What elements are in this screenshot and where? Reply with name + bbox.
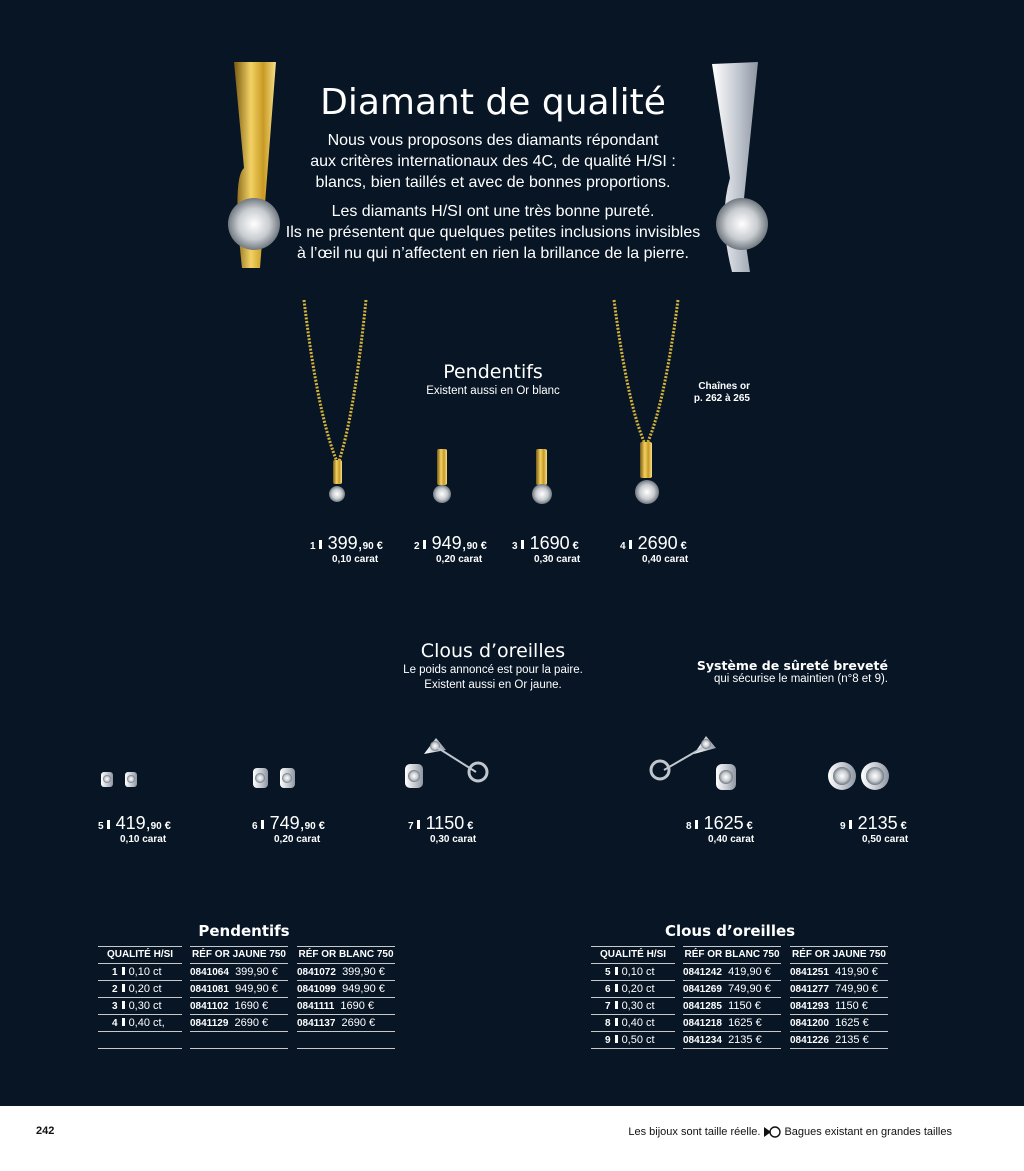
item-number: 3 (512, 541, 518, 552)
clous-subtitle-line: Existent aussi en Or jaune. (424, 679, 562, 691)
table-row: 0841102 1690 € (190, 998, 288, 1015)
price-value: 419, (115, 813, 151, 833)
price-value: 749, (269, 813, 305, 833)
pendentifs-title: Pendentifs (443, 361, 543, 383)
item-number: 2 (414, 541, 420, 552)
table-row: 0841137 2690 € (297, 1015, 395, 1032)
table-clous-title: Clous d’oreilles (664, 922, 796, 940)
hero-line: Ils ne présentent que quelques petites inclusions invisibles (285, 224, 701, 241)
hero-line: Nous vous proposons des diamants répondant (327, 132, 659, 149)
carat-weight: 0,10 carat (120, 834, 167, 845)
table-row: 0841226 2135 € (790, 1032, 888, 1049)
hero-title: Diamant de qualité (320, 82, 666, 123)
price-value: 2135 (857, 813, 898, 833)
chains-note-line: p. 262 à 265 (693, 393, 750, 404)
table-pendentifs-title: Pendentifs (198, 922, 290, 940)
table-row: 0841251 419,90 € (790, 964, 888, 981)
table-row: 0841111 1690 € (297, 998, 395, 1015)
table-row: 4 0,40 ct, (98, 1015, 182, 1032)
safety-title: Système de sûreté breveté (696, 658, 888, 673)
earrings-8-image (646, 732, 746, 794)
price-value: 399, (327, 533, 363, 553)
safety-system-note (660, 658, 888, 685)
item-number: 5 (98, 821, 104, 832)
table-row: 5 0,10 ct (591, 964, 675, 981)
earrings-7-image (402, 732, 494, 794)
price-cents: 90 (362, 541, 374, 552)
footer-note (628, 1125, 952, 1139)
table-clous-quality-column (591, 946, 675, 1049)
table-row: 0841064 399,90 € (190, 964, 288, 981)
price-value: 1150 (425, 813, 465, 833)
chains-note-line: Chaînes or (698, 381, 750, 392)
carat-weight: 0,10 carat (332, 554, 379, 565)
item-number: 7 (408, 821, 414, 832)
price-value: 949, (431, 533, 467, 553)
table-header: QUALITÉ H/SI (98, 946, 182, 964)
item-number: 6 (252, 821, 258, 832)
table-row: 0841081 949,90 € (190, 981, 288, 998)
currency: € (480, 540, 487, 552)
hero-line: aux critères internationaux des 4C, de qualité H/SI : (310, 153, 676, 170)
table-row: 0841277 749,90 € (790, 981, 888, 998)
carat-weight: 0,30 carat (534, 554, 581, 565)
item-number: 1 (310, 541, 316, 552)
footer-note-large-sizes: Bagues existant en grandes tailles (784, 1126, 952, 1138)
table-row: 1 0,10 ct (98, 964, 182, 981)
pendant-2-image (428, 446, 458, 510)
pendant-price-4 (620, 533, 688, 565)
table-row: 6 0,20 ct (591, 981, 675, 998)
earrings-9-image (826, 758, 892, 794)
table-pendentifs-jaune-column (190, 946, 288, 1049)
table-row-empty (297, 1032, 395, 1049)
table-row: 0841242 419,90 € (683, 964, 781, 981)
table-row: 2 0,20 ct (98, 981, 182, 998)
clous-subtitle (363, 663, 623, 693)
item-number: 8 (686, 821, 692, 832)
carat-weight: 0,30 carat (430, 834, 477, 845)
earring-price-8 (686, 813, 754, 845)
table-row: 0841129 2690 € (190, 1015, 288, 1032)
table-header: RÉF OR BLANC 750 (297, 946, 395, 964)
price-value: 1625 (703, 813, 744, 833)
price-value: 1690 (529, 533, 570, 553)
table-row: 0841200 1625 € (790, 1015, 888, 1032)
table-row: 7 0,30 ct (591, 998, 675, 1015)
pendant-3-image (526, 446, 558, 510)
table-row: 0841218 1625 € (683, 1015, 781, 1032)
clous-subtitle-line: Le poids annoncé est pour la paire. (403, 664, 583, 676)
safety-subtitle: qui sécurise le maintien (n°8 et 9). (714, 673, 888, 685)
pendentifs-subtitle: Existent aussi en Or blanc (426, 385, 560, 397)
table-row: 0841285 1150 € (683, 998, 781, 1015)
pendant-4-necklace-image (606, 298, 690, 514)
earring-price-5 (98, 813, 171, 845)
table-header: RÉF OR BLANC 750 (683, 946, 781, 964)
table-row: 8 0,40 ct (591, 1015, 675, 1032)
item-number: 4 (620, 541, 626, 552)
hero-line: Les diamants H/SI ont une très bonne pureté. (331, 203, 655, 220)
currency: € (572, 540, 579, 552)
table-clous-jaune-column (790, 946, 888, 1049)
pendant-1-necklace-image (296, 298, 376, 508)
price-cents: 90 (466, 541, 478, 552)
hero-line: à l’œil nu qui n’affectent en rien la brillance de la pierre. (297, 245, 689, 262)
pendant-price-1 (310, 533, 383, 565)
currency: € (900, 820, 907, 832)
table-row-empty (98, 1032, 182, 1049)
earrings-5-image (98, 768, 142, 792)
price-value: 2690 (637, 533, 678, 553)
ring-size-icon (762, 1125, 782, 1139)
table-row: 0841072 399,90 € (297, 964, 395, 981)
item-number: 9 (840, 821, 846, 832)
currency: € (164, 820, 171, 832)
currency: € (376, 540, 383, 552)
pendant-price-3 (512, 533, 580, 565)
pendant-price-2 (414, 533, 487, 565)
table-row: 9 0,50 ct (591, 1032, 675, 1049)
carat-weight: 0,40 carat (708, 834, 755, 845)
table-pendentifs-quality-column (98, 946, 182, 1049)
carat-weight: 0,50 carat (862, 834, 909, 845)
hero-line: blancs, bien taillés et avec de bonnes proportions. (315, 174, 671, 191)
price-cents: 90 (150, 821, 162, 832)
currency: € (467, 820, 474, 832)
table-clous-blanc-column (683, 946, 781, 1049)
table-row: 3 0,30 ct (98, 998, 182, 1015)
table-row: 0841269 749,90 € (683, 981, 781, 998)
table-row: 0841293 1150 € (790, 998, 888, 1015)
table-row: 0841234 2135 € (683, 1032, 781, 1049)
carat-weight: 0,20 carat (436, 554, 483, 565)
currency: € (318, 820, 325, 832)
currency: € (680, 540, 687, 552)
table-row: 0841099 949,90 € (297, 981, 395, 998)
earrings-6-image (250, 765, 302, 793)
page-number: 242 (36, 1125, 55, 1137)
table-row-empty (190, 1032, 288, 1049)
currency: € (746, 820, 753, 832)
earring-price-7 (408, 813, 476, 845)
earring-price-6 (252, 813, 325, 845)
table-header: QUALITÉ H/SI (591, 946, 675, 964)
carat-weight: 0,40 carat (642, 554, 689, 565)
table-pendentifs-blanc-column (297, 946, 395, 1049)
carat-weight: 0,20 carat (274, 834, 321, 845)
footer-note-actual-size: Les bijoux sont taille réelle. (628, 1126, 761, 1138)
table-header: RÉF OR JAUNE 750 (190, 946, 288, 964)
price-cents: 90 (304, 821, 316, 832)
clous-title: Clous d’oreilles (420, 640, 566, 662)
table-header: RÉF OR JAUNE 750 (790, 946, 888, 964)
hero-intro-paragraph (250, 130, 736, 264)
earring-price-9 (840, 813, 908, 845)
